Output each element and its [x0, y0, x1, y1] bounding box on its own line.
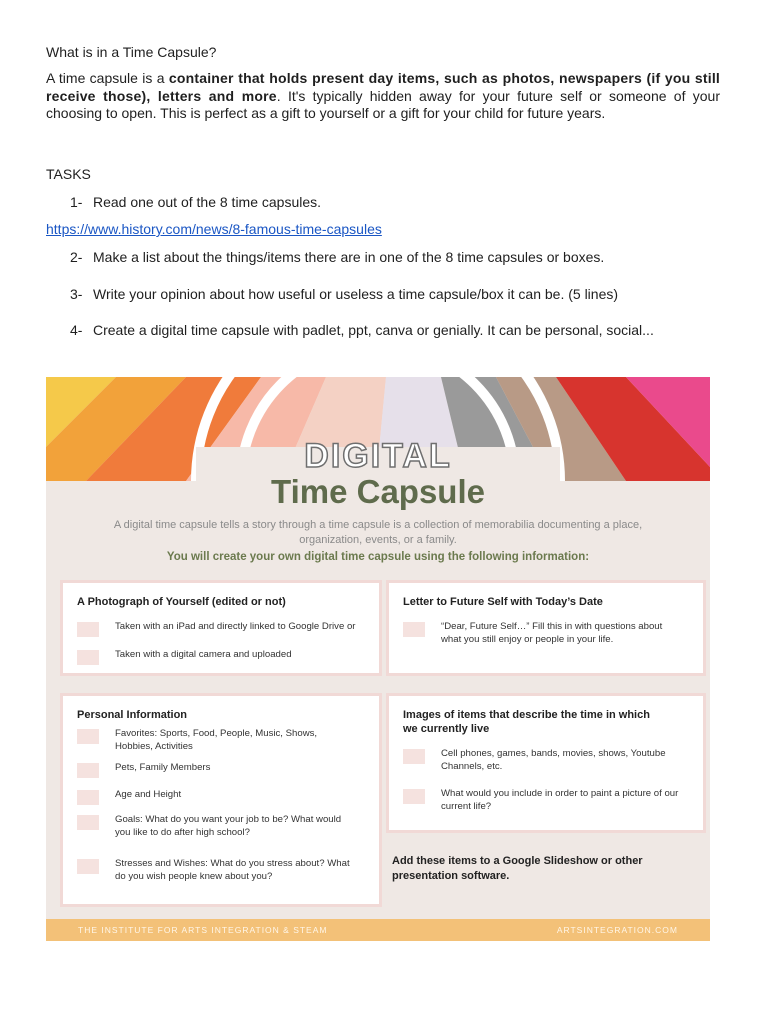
poster-description: A digital time capsule tells a story through a time capsule is a collection of memorabilia documenting a place, organization, events, or a family.	[113, 519, 643, 546]
checklist-text: Favorites: Sports, Food, People, Music, Shows, Hobbies, Activities	[115, 728, 318, 752]
card-heading: A Photograph of Yourself (edited or not)	[77, 596, 286, 608]
personal-info-card	[60, 693, 382, 907]
task-item	[70, 322, 654, 338]
digital-time-capsule-poster	[46, 377, 710, 941]
photo-card	[60, 580, 382, 676]
checkbox[interactable]	[77, 622, 99, 637]
checkbox[interactable]	[77, 763, 99, 778]
letter-card	[386, 580, 706, 676]
checkbox[interactable]	[403, 749, 425, 764]
task-item	[70, 194, 321, 210]
checklist-item	[403, 748, 681, 773]
history-link[interactable]: https://www.history.com/news/8-famous-time-capsules	[46, 221, 382, 237]
poster-footer	[46, 919, 710, 941]
poster-title-main: Time Capsule	[271, 473, 485, 510]
images-card	[386, 693, 706, 833]
checkbox[interactable]	[403, 622, 425, 637]
task-number: 2-	[70, 249, 83, 265]
task-text: Write your opinion about how useful or useless a time capsule/box it can be. (5 lines)	[93, 286, 619, 302]
card-heading: Images of items that describe the time in which we currently live	[403, 709, 650, 735]
checkbox[interactable]	[77, 815, 99, 830]
checklist-item	[77, 858, 355, 883]
intro-paragraph	[46, 70, 720, 123]
checklist-text: Goals: What do you want your job to be? What would you like to do after high school?	[115, 814, 342, 838]
task-number: 1-	[70, 194, 83, 210]
footer-institute: THE INSTITUTE FOR ARTS INTEGRATION & STEAM	[78, 925, 328, 935]
tasks-heading: TASKS	[46, 166, 91, 182]
card-heading: Letter to Future Self with Today’s Date	[403, 596, 603, 608]
checklist-text: Pets, Family Members	[115, 762, 211, 773]
task-text: Make a list about the things/items there are in one of the 8 time capsules or boxes.	[93, 249, 605, 265]
checklist-item	[77, 728, 345, 753]
checklist-text: “Dear, Future Self…” Fill this in with questions about what you still enjoy or people in your life.	[441, 621, 663, 645]
checklist-item	[77, 621, 365, 637]
checklist-item	[77, 762, 345, 778]
task-number: 4-	[70, 322, 83, 338]
intro-end: . It's typically hidden away for your future self or someone of your choosing to open. This is perfect as a gift to yourself or a gift for your child for future years.	[46, 87, 720, 121]
checklist-text: Cell phones, games, bands, movies, shows, Youtube Channels, etc.	[441, 748, 666, 772]
checkbox[interactable]	[77, 790, 99, 805]
checklist-text: Stresses and Wishes: What do you stress about? What do you wish people knew about you?	[115, 858, 350, 882]
checklist-item	[77, 649, 365, 665]
poster-title-outline: DIGITAL	[304, 437, 452, 475]
add-items-note: Add these items to a Google Slideshow or other presentation software.	[392, 855, 643, 882]
task-text: Read one out of the 8 time capsules.	[93, 194, 322, 210]
checklist-item	[403, 621, 671, 646]
checklist-item	[77, 789, 345, 805]
task-item	[70, 286, 618, 302]
footer-website: ARTSINTEGRATION.COM	[556, 925, 678, 935]
task-item	[70, 249, 604, 265]
checklist-text: What would you include in order to paint a picture of our current life?	[441, 788, 679, 812]
checklist-text: Age and Height	[115, 789, 182, 800]
checkbox[interactable]	[77, 729, 99, 744]
intro-start: A time capsule is a	[46, 70, 169, 86]
checklist-text: Taken with a digital camera and uploaded	[115, 649, 292, 660]
intro-bold: container that holds present day items, such as photos, newspapers (if you still receive those), letters and more	[46, 70, 720, 104]
checkbox[interactable]	[403, 789, 425, 804]
task-number: 3-	[70, 286, 83, 302]
poster-call-to-action: You will create your own digital time capsule using the following information:	[166, 551, 590, 563]
checklist-item	[403, 788, 681, 813]
checklist-item	[77, 814, 355, 839]
checkbox[interactable]	[77, 859, 99, 874]
task-text: Create a digital time capsule with padlet, ppt, canva or genially. It can be personal, social...	[93, 322, 654, 338]
checklist-text: Taken with an iPad and directly linked to Google Drive or	[115, 621, 356, 632]
question-heading: What is in a Time Capsule?	[46, 44, 217, 60]
card-heading: Personal Information	[77, 709, 188, 721]
checkbox[interactable]	[77, 650, 99, 665]
